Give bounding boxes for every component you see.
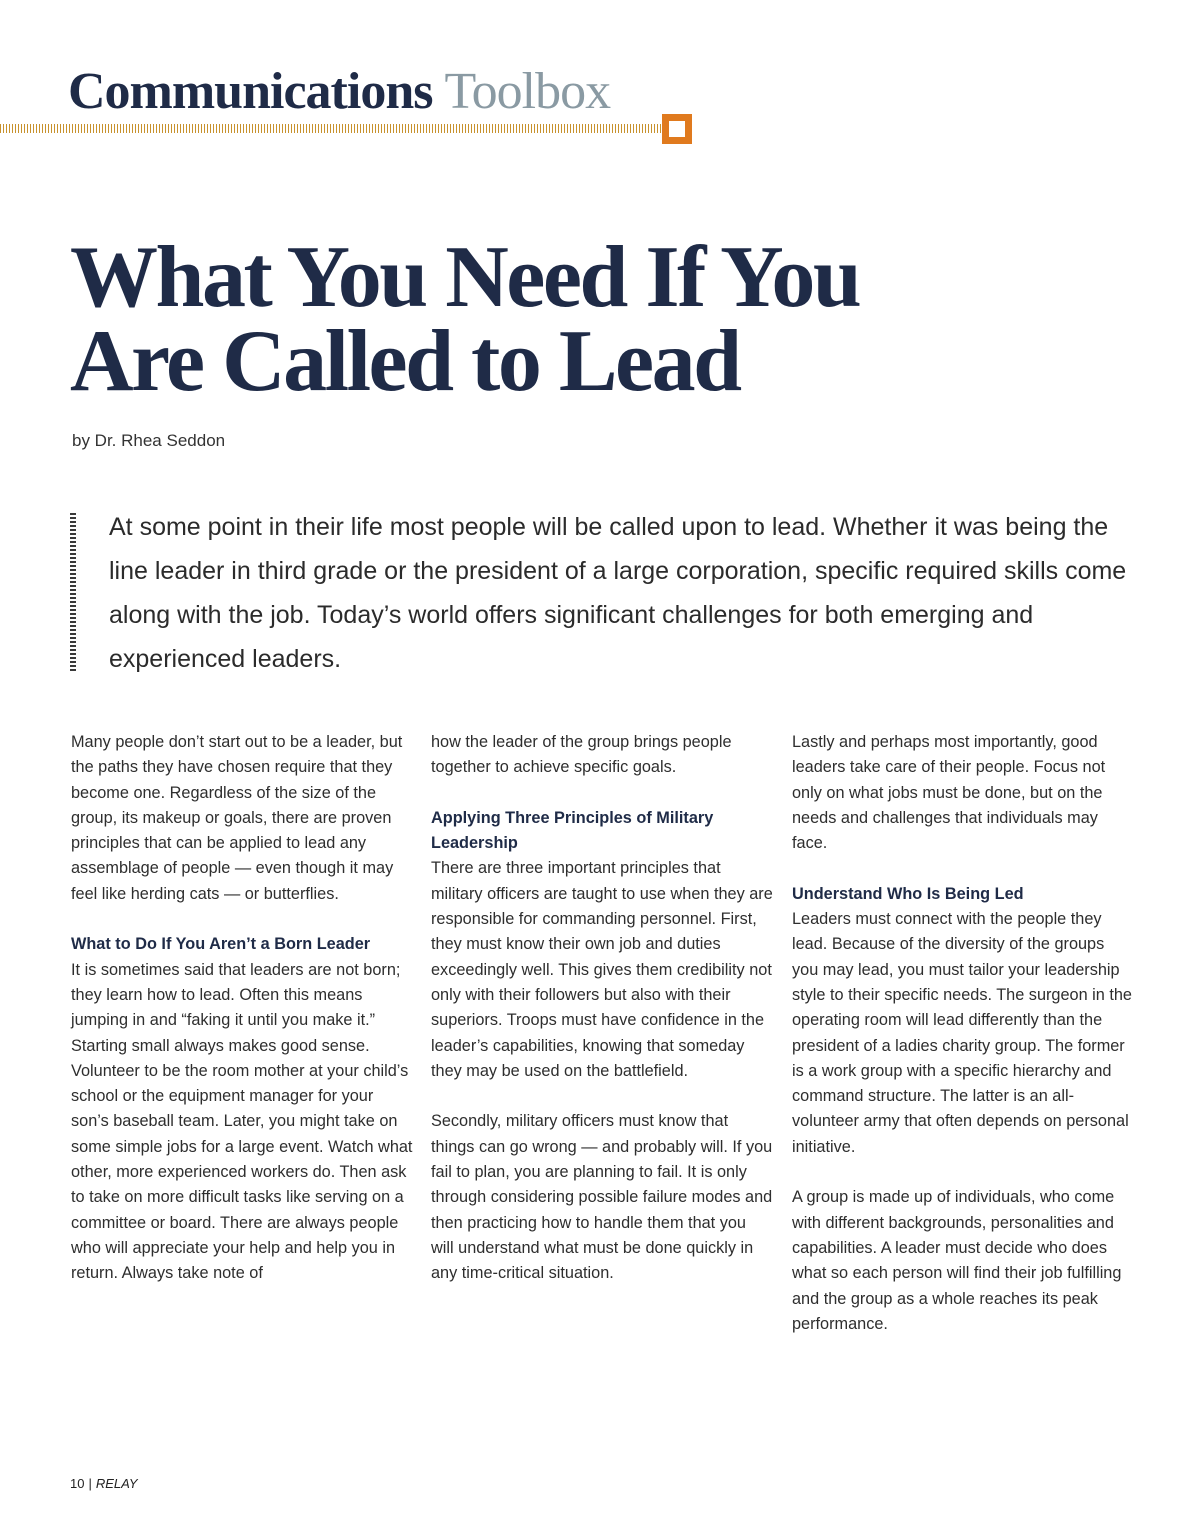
column-1-paragraph-2: It is sometimes said that leaders are not born; they learn how to lead. Often this means jumping in and “faking it until you make it.” Starting small always makes good sense. Volunteer to be the room mother at your child’s school or the equipment manager for your son’s baseball team. Later, you might take on some simple jobs for a large event. Watch what other, more experienced workers do. Then ask to take on more difficult tasks like serving on a committee or board. There are always people who will appreciate your help and help you in return. Always take note of xyxy=(71,960,413,1283)
publication-name: RELAY xyxy=(95,1476,138,1491)
column-2-paragraph-1: how the leader of the group brings people together to achieve specific goals. xyxy=(431,733,732,777)
column-3 xyxy=(792,730,1134,1362)
header-dotted-rule xyxy=(0,124,662,133)
column-2-subheading: Applying Three Principles of Military Leadership xyxy=(431,808,714,853)
column-1-subheading: What to Do If You Aren’t a Born Leader xyxy=(71,935,371,954)
column-3-paragraph-3: A group is made up of individuals, who come with different backgrounds, personalities and capabilities. A leader must decide who does what so each person will find their job fulfilling and the group as a whole reaches its peak performance. xyxy=(792,1188,1122,1333)
orange-square-icon xyxy=(662,114,692,144)
column-3-paragraph-1: Lastly and perhaps most importantly, good leaders take care of their people. Focus not only on what jobs must be done, but on the needs and challenges that individuals may face. xyxy=(792,733,1106,853)
section-header xyxy=(68,62,610,122)
footer-separator: | xyxy=(88,1476,92,1491)
column-3-paragraph-2: Leaders must connect with the people they lead. Because of the diversity of the groups you may lead, you must tailor your leadership style to their specific needs. The surgeon in the operating room will lead differently than the president of a ladies charity group. The former is a work group with a specific hierarchy and command structure. The latter is an all-volunteer army that often depends on personal initiative. xyxy=(792,910,1132,1156)
title-line-2: Are Called to Lead xyxy=(70,313,740,410)
title-line-1: What You Need If You xyxy=(70,229,860,326)
column-2 xyxy=(431,730,773,1312)
article-title xyxy=(70,229,1130,410)
column-1-paragraph-1: Many people don’t start out to be a leader, but the paths they have chosen require that they become one. Regardless of the size of the group, its makeup or goals, there are proven principles that can be applied to lead any assemblage of people — even though it may feel like herding cats — or butterflies. xyxy=(71,733,403,903)
column-3-subheading: Understand Who Is Being Led xyxy=(792,884,1024,903)
column-2-paragraph-2: There are three important principles that military officers are taught to use when they are responsible for commanding personnel. First, they must know their own job and duties exceedingly well. This gives them credibility not only with their followers but also with their superiors. Troops must have confidence in the leader’s capabilities, knowing that someday they may be used on the battlefield. xyxy=(431,859,773,1080)
column-1 xyxy=(71,730,413,1312)
section-header-bold: Communications xyxy=(68,63,433,120)
lead-paragraph: At some point in their life most people will be called upon to lead. Whether it was being the line leader in third grade or the president of a large corporation, specific required skills come along with the job. Today’s world offers significant challenges for both emerging and experienced leaders. xyxy=(109,513,1127,673)
column-2-paragraph-3: Secondly, military officers must know that things can go wrong — and probably will. If you fail to plan, you are planning to fail. It is only through considering possible failure modes and then practicing how to handle them that you will understand what must be done quickly in any time-critical situation. xyxy=(431,1112,773,1283)
byline: by Dr. Rhea Seddon xyxy=(72,431,226,450)
page-number: 10 xyxy=(70,1476,85,1491)
section-header-light: Toolbox xyxy=(444,63,611,120)
page-footer xyxy=(70,1476,138,1491)
lead-quote-bar xyxy=(70,513,76,671)
